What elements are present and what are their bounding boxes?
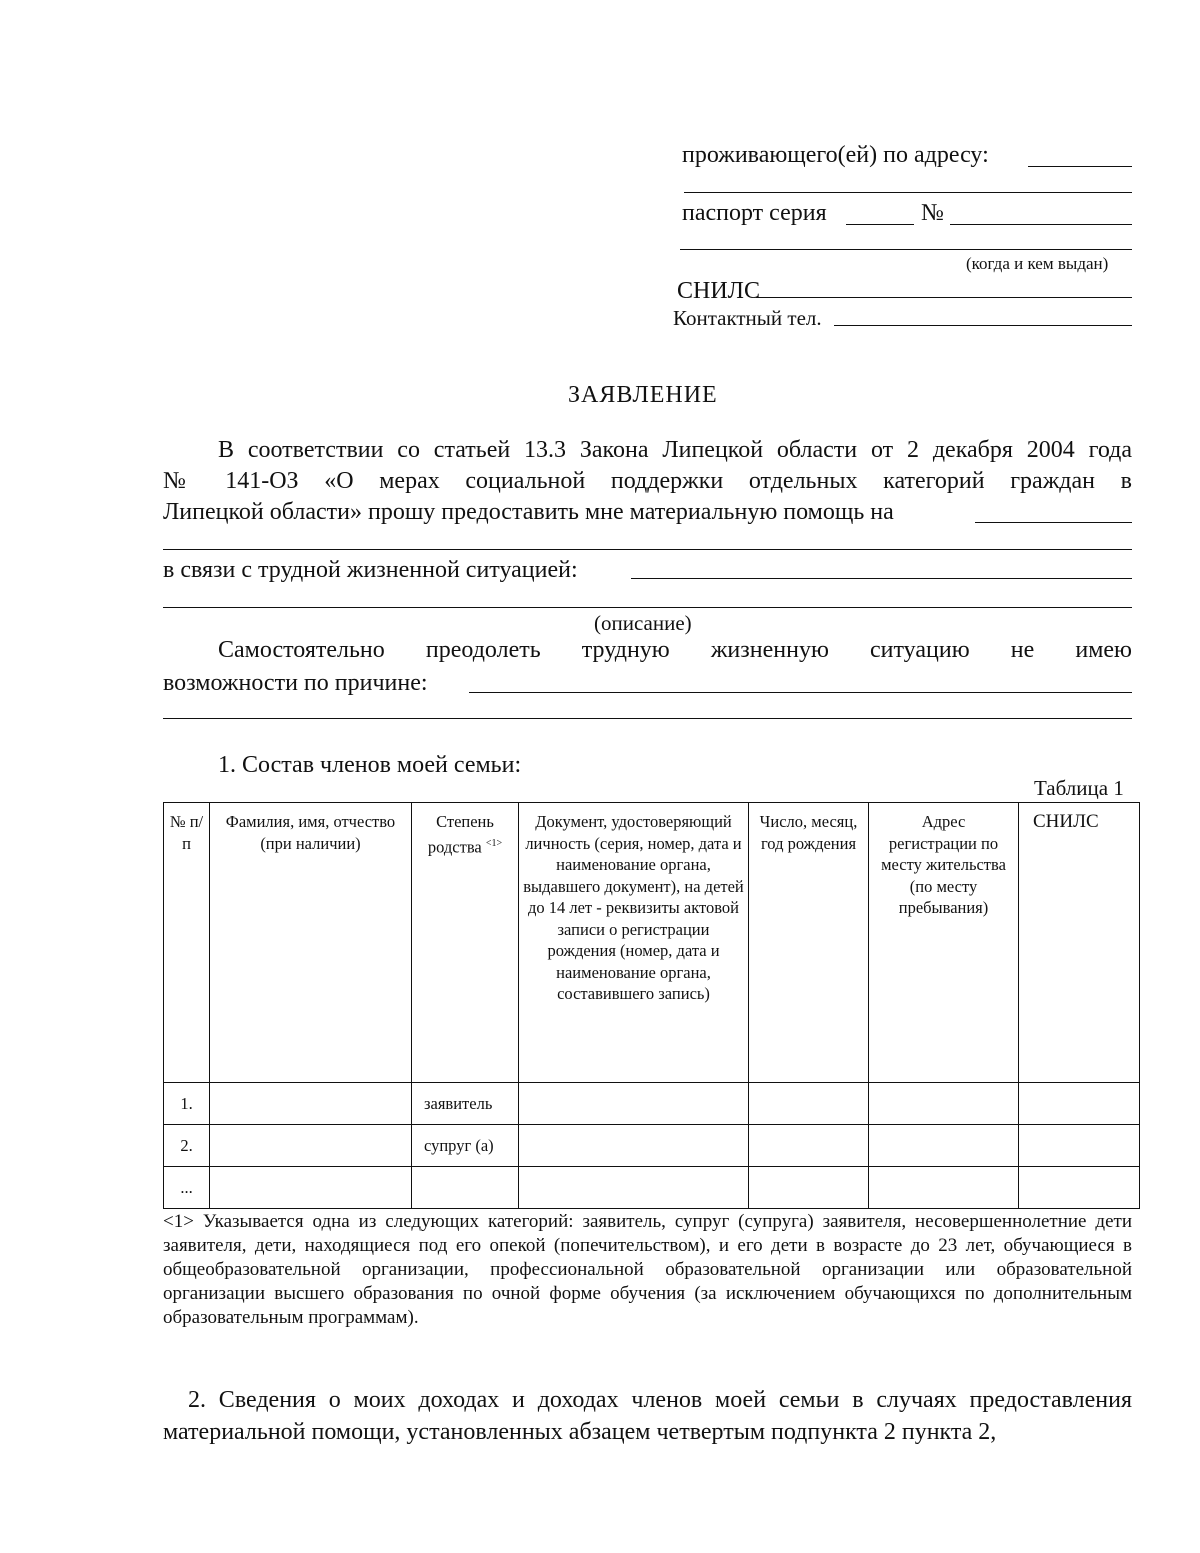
cell-document[interactable] [519,1083,749,1125]
address-field-line2[interactable] [684,192,1132,193]
table-footnote: <1> Указывается одна из следующих категорий: заявитель, супруг (супруга) заявителя, несовершеннолетние дети заявителя, дети, находящиеся под его опекой (попечительством), и его дети в возрасте до 23 лет, обучающиеся в общеобразовательной организации, профессиональной образовательной организации или образовательной организации высшего образования по очной форме обучения (за исключением обучающихся по дополнительным образовательным программам). [163,1211,1132,1328]
address-label: проживающего(ей) по адресу: [682,142,989,168]
cell-name[interactable] [210,1167,412,1209]
table-row [164,1083,1140,1125]
row-num: 2. [164,1125,210,1167]
snils-field[interactable] [756,297,1132,298]
situation-field-line2[interactable] [163,607,1132,608]
cell-snils[interactable] [1019,1167,1140,1209]
table-caption: Таблица 1 [1034,776,1124,800]
situation-label: в связи с трудной жизненной ситуацией: [163,557,578,583]
col-num: № п/п [164,803,210,1083]
cell-snils[interactable] [1019,1083,1140,1125]
passport-series-field[interactable] [846,224,914,225]
issued-caption: (когда и кем выдан) [966,254,1109,273]
passport-number-label: № [921,200,944,226]
cell-birth[interactable] [749,1083,869,1125]
row-num: 1. [164,1083,210,1125]
section1-title: 1. Состав членов моей семьи: [218,752,522,778]
cell-name[interactable] [210,1125,412,1167]
col-snils: СНИЛС [1019,803,1140,1083]
cell-name[interactable] [210,1083,412,1125]
address-field[interactable] [1028,166,1132,167]
passport-issued-field[interactable] [680,249,1132,250]
page-title: ЗАЯВЛЕНИЕ [568,382,718,408]
cell-document[interactable] [519,1125,749,1167]
reason-line-1: Самостоятельно преодолеть трудную жизненную ситуацию не имею [218,637,1132,663]
cell-address[interactable] [869,1167,1019,1209]
col-address: Адрес регистрации по месту жительства (по месту пребывания) [869,803,1019,1083]
snils-label: СНИЛС [677,278,760,304]
col-name: Фамилия, имя, отчество (при наличии) [210,803,412,1083]
row-relation [412,1167,519,1209]
table-row [164,1167,1140,1209]
passport-number-field[interactable] [950,224,1132,225]
reason-field[interactable] [469,692,1132,693]
col-birth: Число, месяц, год рождения [749,803,869,1083]
row-num: ... [164,1167,210,1209]
table-header-row [164,803,1140,1083]
aid-purpose-field-line2[interactable] [163,549,1132,550]
aid-purpose-field[interactable] [975,522,1132,523]
intro-line-1: В соответствии со статьей 13.3 Закона Липецкой области от 2 декабря 2004 года [218,437,1132,463]
situation-field[interactable] [631,578,1132,579]
section2-text: 2. Сведения о моих доходах и доходах членов моей семьи в случаях предоставления материальной помощи, установленных абзацем четвертым подпункта 2 пункта 2, [163,1387,1132,1445]
cell-address[interactable] [869,1083,1019,1125]
reason-line-2: возможности по причине: [163,670,428,696]
row-relation: заявитель [412,1083,519,1125]
row-relation: супруг (а) [412,1125,519,1167]
passport-series-label: паспорт серия [682,200,827,226]
col-relation [412,803,519,1083]
description-caption: (описание) [594,611,692,635]
cell-birth[interactable] [749,1125,869,1167]
table-row [164,1125,1140,1167]
col-relation-label: Степень родства [427,812,494,856]
cell-document[interactable] [519,1167,749,1209]
phone-field[interactable] [834,325,1132,326]
col-document: Документ, удостоверяющий личность (серия, номер, дата и наименование органа, выдавшего документ), на детей до 14 лет - реквизиты актовой записи о регистрации рождения (номер, дата и наименование органа, составившего запись) [519,803,749,1083]
cell-snils[interactable] [1019,1125,1140,1167]
intro-line-3: Липецкой области» прошу предоставить мне материальную помощь на [163,499,894,525]
col-relation-note: <1> [485,837,503,849]
family-table [163,802,1140,1209]
phone-label: Контактный тел. [673,306,822,330]
reason-field-line2[interactable] [163,718,1132,719]
cell-birth[interactable] [749,1167,869,1209]
intro-line-2: № 141-ОЗ «О мерах социальной поддержки отдельных категорий граждан в [163,468,1132,494]
cell-address[interactable] [869,1125,1019,1167]
